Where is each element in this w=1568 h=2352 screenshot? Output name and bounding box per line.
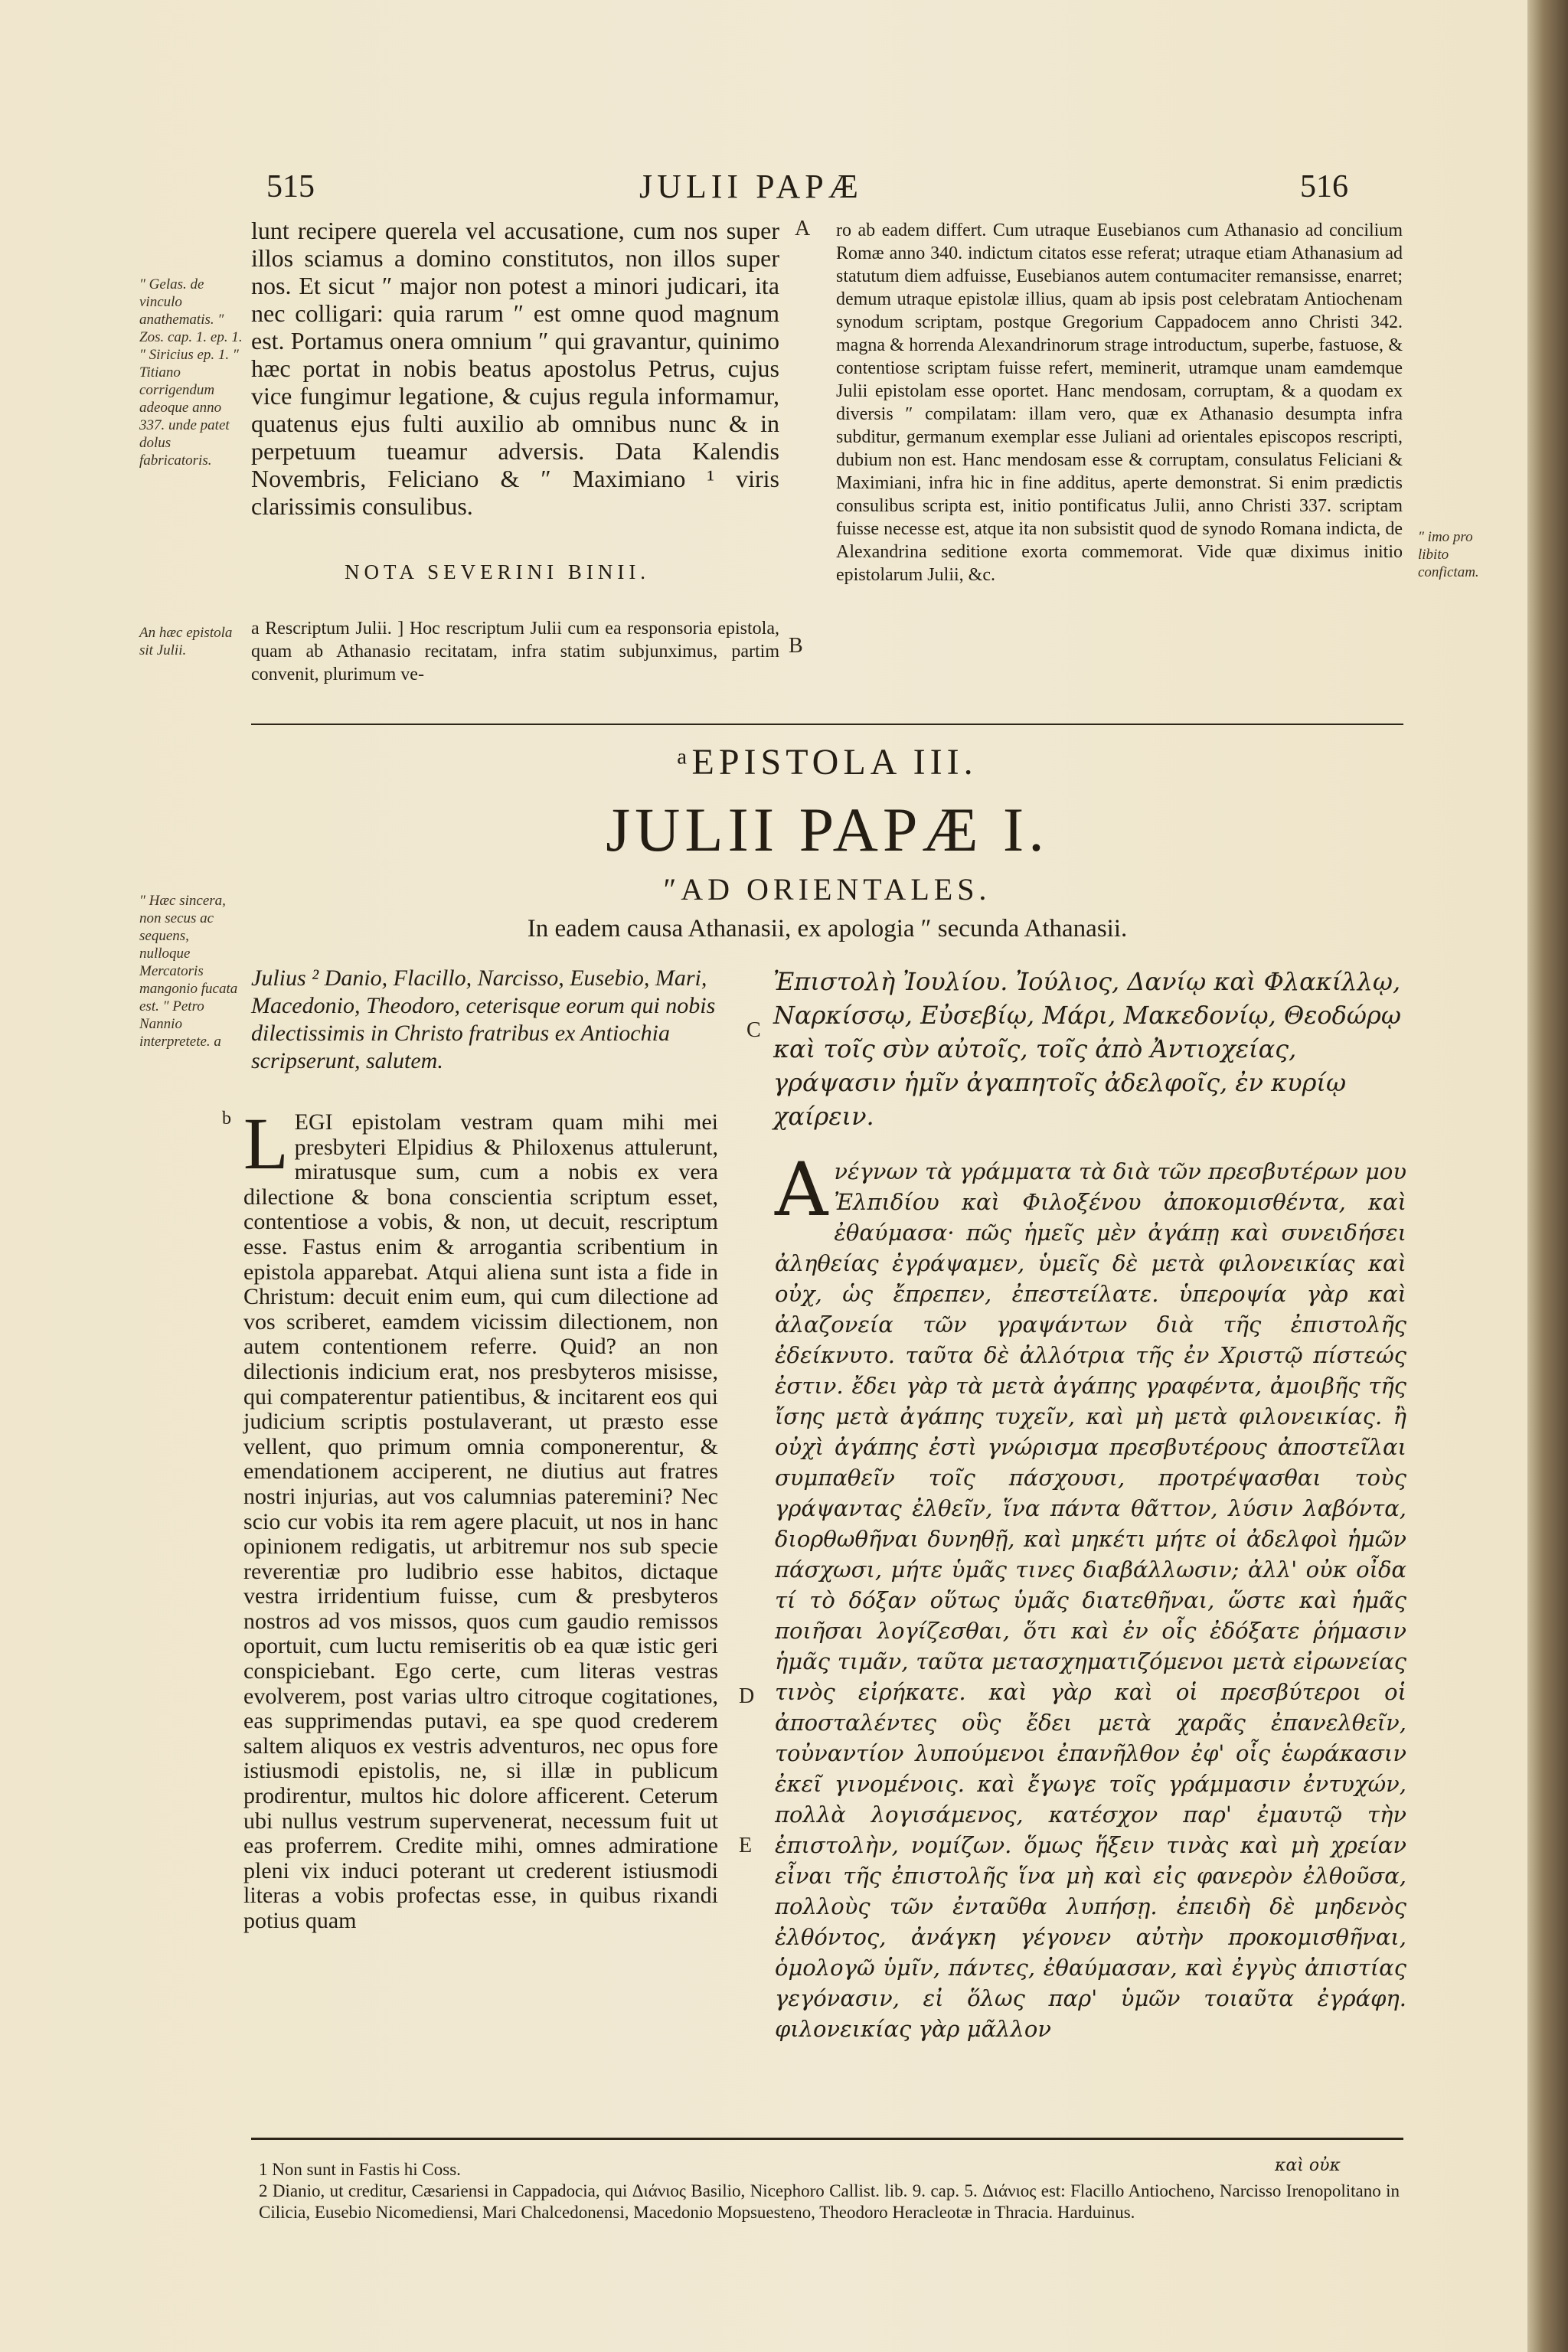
latin-body-initial: L [243, 1102, 289, 1184]
greek-body-text: νέγνων τὰ γράμματα τὰ διὰ τῶν πρεσβυτέρων μου Ἐλπιδίου καὶ Φιλοξένου ἀποκομισθέντα, καὶ ἐθαύμασα· πῶς ἡμεῖς μὲν ἀγάπῃ καὶ συνειδήσει ἀληθείας ἐγράψαμεν, ὑμεῖς δὲ μετὰ φιλονεικίας καὶ οὐχ, ὡς ἔπρεπεν, ἐπεστείλατε. ὑπεροψία γὰρ καὶ ἀλαζονεία τῶν γραψάντων διὰ τῆς ἐπιστολῆς ἐδείκνυτο. ταῦτα δὲ ἀλλότρια τῆς ἐν Χριστῷ πίστεώς ἐστιν. ἔδει γὰρ τὰ μετὰ ἀγάπης γραφέντα, ἀμοιβῆς τῆς ἴσης μετὰ ἀγάπης τυχεῖν, καὶ μὴ μετὰ φιλονεικίας. ἢ οὐχὶ ἀγάπης ἐστὶ γνώρισμα πρεσβυτέρους ἀποστεῖλαι συμπαθεῖν τοῖς πάσχουσι, προτρέψασθαι τοὺς γράψαντας ἐλθεῖν, ἵνα πάντα θᾶττον, λύσιν λαβόντα, διορθωθῆναι δυνηθῇ, καὶ μηκέτι μήτε οἱ ἀδελφοὶ ἡμῶν πάσχωσι, μήτε ὑμᾶς τινες διαβάλλωσιν; ἀλλ' οὐκ οἶδα τί τὸ δόξαν οὕτως ὑμᾶς διατεθῆναι, ὥστε καὶ ἡμᾶς ποιῆσαι λογίζεσθαι, ὅτι καὶ ἐν οἷς ἐδόξατε ῥήμασιν ἡμᾶς τιμᾶν, ταῦτα μετασχηματιζόμενοι μετὰ εἰρωνείας τινὸς εἰρήκατε. καὶ γὰρ καὶ οἱ πρεσβύτεροι οἱ ἀποσταλέντες οὓς ἔδει μετὰ χαρᾶς ἐπανελθεῖν, τοὐναντίον λυπούμενοι ἐπανῆλθον ἐφ' οἷς ἑωράκασιν ἐκεῖ γινομένοις. καὶ ἔγωγε τοῖς γράμμασιν ἐντυχών, πολλὰ λογισάμενος, κατέσχον παρ' ἐμαυτῷ τὴν ἐπιστολὴν, νομίζων. ὅμως ἥξειν τινὰς καὶ μὴ χρείαν εἶναι τῆς ἐπιστολῆς ἵνα μὴ καὶ εἰς φανερὸν ἐλθοῦσα, πολλοὺς τῶν ἐνταῦθα λυπήσῃ. ἐπειδὴ δὲ μηδενὸς ἐλθόντος, ἀνάγκη γέγονεν αὐτὴν προκομισθῆναι, ὁμολογῶ ὑμῖν, πάντες, ἐθαύμασαν, καὶ ἐγγὺς ἀπιστίας γεγόνασιν, εἰ ὅλως παρ' ὑμῶν τοιαῦτα ἐγράφη. φιλονεικίας γὰρ μᾶλλον [775, 1158, 1406, 2042]
section-letter-b: B [789, 634, 803, 658]
greek-body-initial: Α [775, 1147, 828, 1233]
footnote-rule [251, 2138, 1403, 2140]
epistola-heading: ᵃEPISTOLA III. [677, 742, 978, 782]
latin-salutation: Julius ² Danio, Flacillo, Narcisso, Eusebio, Mari, Macedonio, Theodoro, ceterisque eorum qui nobis dilectissimis in Christo fratribus ex Antiochia scripserunt, salutem. [251, 965, 716, 1073]
page-edge-shadow [1527, 0, 1568, 2352]
left-page-number: 515 [266, 169, 315, 204]
margin-note-right: ″ imo pro libito confictam. [1418, 529, 1479, 580]
margin-notes-mid-left: ″ Hæc sincera, non secus ac sequens, nulloque Mercatoris mangonio fucata est. ″ Petro Nannio interpretete. a [139, 893, 238, 1050]
margin-note-nota: An hæc epistola sit Julii. [139, 625, 233, 658]
section-rule [251, 724, 1403, 725]
footnote-1: 1 Non sunt in Fastis hi Coss. [259, 2160, 461, 2179]
nota-heading: NOTA SEVERINI BINII. [345, 560, 651, 583]
footnotes [259, 2159, 1400, 2223]
section-letter-d: D [739, 1684, 755, 1708]
latin-body-text: EGI epistolam vestram quam mihi mei presbyteri Elpidius & Philoxenus attulerunt, miratusque sum, cum a nobis ex vera dilectione & bona conscientia scriptum esset, contentiose a vobis, & non, ut decuit, rescriptum esse. Fastus enim & arrogantia scribentium in epistola apparebat. Atqui aliena sunt ista a fide in Christum: decuit enim eum, qui cum dilectione ad vos scriberet, eamdem vicissim dilectionem, non autem contentionem referre. Quid? an non dilectionis indicium erat, nos presbyteros misisse, qui compaterentur patientibus, & incitarent eos qui judicium scriptis postulaverant, ut præsto esse vellent, quo primum omnia componerentur, & emendationem acciperent, ne diutius aut fratres nostri injurias, aut vos calumnias pateremini? Nec scio cur vobis ita rem agere placuit, ut nos in hanc opinionem redigatis, ut arbitremur nos sub specie reverentiæ pro ludibrio esse habitos, dictaque vestra irridentium fuisse, cum & presbyteros nostros ad vos missos, quos cum gaudio remissos oportuit, cum luctu remiseritis ob ea quæ istic geri conspiciebant. Ego certe, cum literas vestras evolverem, post varias ultro citroque cogitationes, eas supprimendas putavi, ea spe quod crederem saltem aliquos ex vestris adventuros, nec opus fore istiusmodi epistolis, ne, si illæ in publicum prodirentur, multos hic dolore afficerent. Ceterum ubi nullus vestrum supervenerat, necessum fuit ut eas proferrem. Credite mihi, omnes admiratione pleni vix induci poterant ut crederent istiusmodi literas a vobis profectas esse, in quibus rixandi potius quam [243, 1109, 718, 1933]
top-left-text: lunt recipere querela vel accusatione, cum nos super illos sciamus a domino constitutos, non illos super nos. Et sicut ″ major non potest a minori judicari, ita nec colligari: quia rarum ″ est omne quod magnum est. Portamus onera omnium ″ qui gravantur, quinimo hæc portat in nobis beatus apostolus Petrus, cujus vice fungimur legatione, & cujus regula informamur, quatenus ejus fulti auxilio ab omnibus nunc & in perpetuum tueamur adversis. Data Kalendis Novembris, Feliciano & ″ Maximiano ¹ viris clarissimis consulibus. [251, 217, 779, 520]
section-letter-a: A [795, 217, 811, 240]
latin-body [243, 1102, 718, 1934]
subtitle: In eadem causa Athanasii, ex apologia ″ secunda Athanasii. [527, 915, 1128, 942]
section-letter-e: E [739, 1834, 753, 1857]
latin-body-mark: b [222, 1109, 231, 1129]
footnote-2: 2 Dianio, ut creditur, Cæsariensi in Cappadocia, qui Διάνιος Basilio, Nicephoro Callist. lib. 9. cap. 5. Διάνιος est: Flacillo Antiocheno, Narcisso Irenopolitano in Cilicia, Eusebio Nicomediensi, Mari Chalcedonensi, Macedonio Mopsuesteno, Theodoro Heracleotæ in Thracia. Harduinus. [259, 2181, 1400, 2222]
right-page-number: 516 [1300, 169, 1348, 204]
main-title: JULII PAPÆ I. [606, 795, 1049, 864]
greek-body [775, 1147, 1406, 2044]
section-letter-c: C [746, 1018, 761, 1042]
running-title: JULII PAPÆ [639, 168, 863, 205]
addressee: ″AD ORIENTALES. [663, 872, 991, 906]
margin-notes-top-left: ″ Gelas. de vinculo anathematis. ″ Zos. cap. 1. ep. 1. ″ Siricius ep. 1. ″ Titiano corrigendum adeoque anno 337. unde patet dolus fabricatoris. [139, 276, 243, 469]
greek-salutation: Ἐπιστολὴ Ἰουλίου. Ἰούλιος, Δανίῳ καὶ Φλακίλλῳ, Ναρκίσσῳ, Εὐσεβίῳ, Μάρι, Μακεδονίῳ, Θεοδώρῳ καὶ τοῖς σὺν αὐτοῖς, τοῖς ἀπὸ Ἀντιοχείας, γράψασιν ἡμῖν ἀγαπητοῖς ἀδελφοῖς, ἐν κυρίῳ χαίρειν. [773, 967, 1401, 1131]
nota-text: a Rescriptum Julii. ] Hoc rescriptum Julii cum ea responsoria epistola, quam ab Athanasio recitatam, infra statim subjunximus, partim convenit, plurimum ve- [251, 619, 779, 684]
top-right-text: ro ab eadem differt. Cum utraque Eusebianos cum Athanasio ad concilium Romæ anno 340. indictum citatos esse referat; utraque etiam Athanasium ad statutum diem adfuisse, Eusebianos autem contumaciter remansisse, enarret; demum utraque epistolæ illius, quam ab ipsis post celebratam Antiochenam synodum scriptam, postque Gregorium Cappadocem anno Christi 342. magna & horrenda Alexandrinorum strage introductum, superbe, fastuose, & contentiose scriptam fuisse refert, meminerit, utramque unam eamdemque Julii epistolam esse oportet. Hanc mendosam, corruptam, & a quodam ex diversis ″ compilatam: illam vero, quæ ex Athanasio desumpta infra subditur, germanum exemplar esse Juliani ad orientales episcopos rescripti, dubium non est. Hanc mendosam esse & corruptam, consulatus Feliciani & Maximiani, infra hic in fine additus, aperte demonstrat. Si enim prædictis consulibus scripta est, initio pontificatus Julii, anno Christi 337. scriptam fuisse necesse est, atque ita non subsistit quod de synodo Romana indicta, de Alexandrina seditione exorta commemorat. Vide quæ diximus initio epistolarum Julii, &c. [836, 220, 1403, 585]
greek-catchword: καὶ οὐκ [1275, 2156, 1341, 2175]
